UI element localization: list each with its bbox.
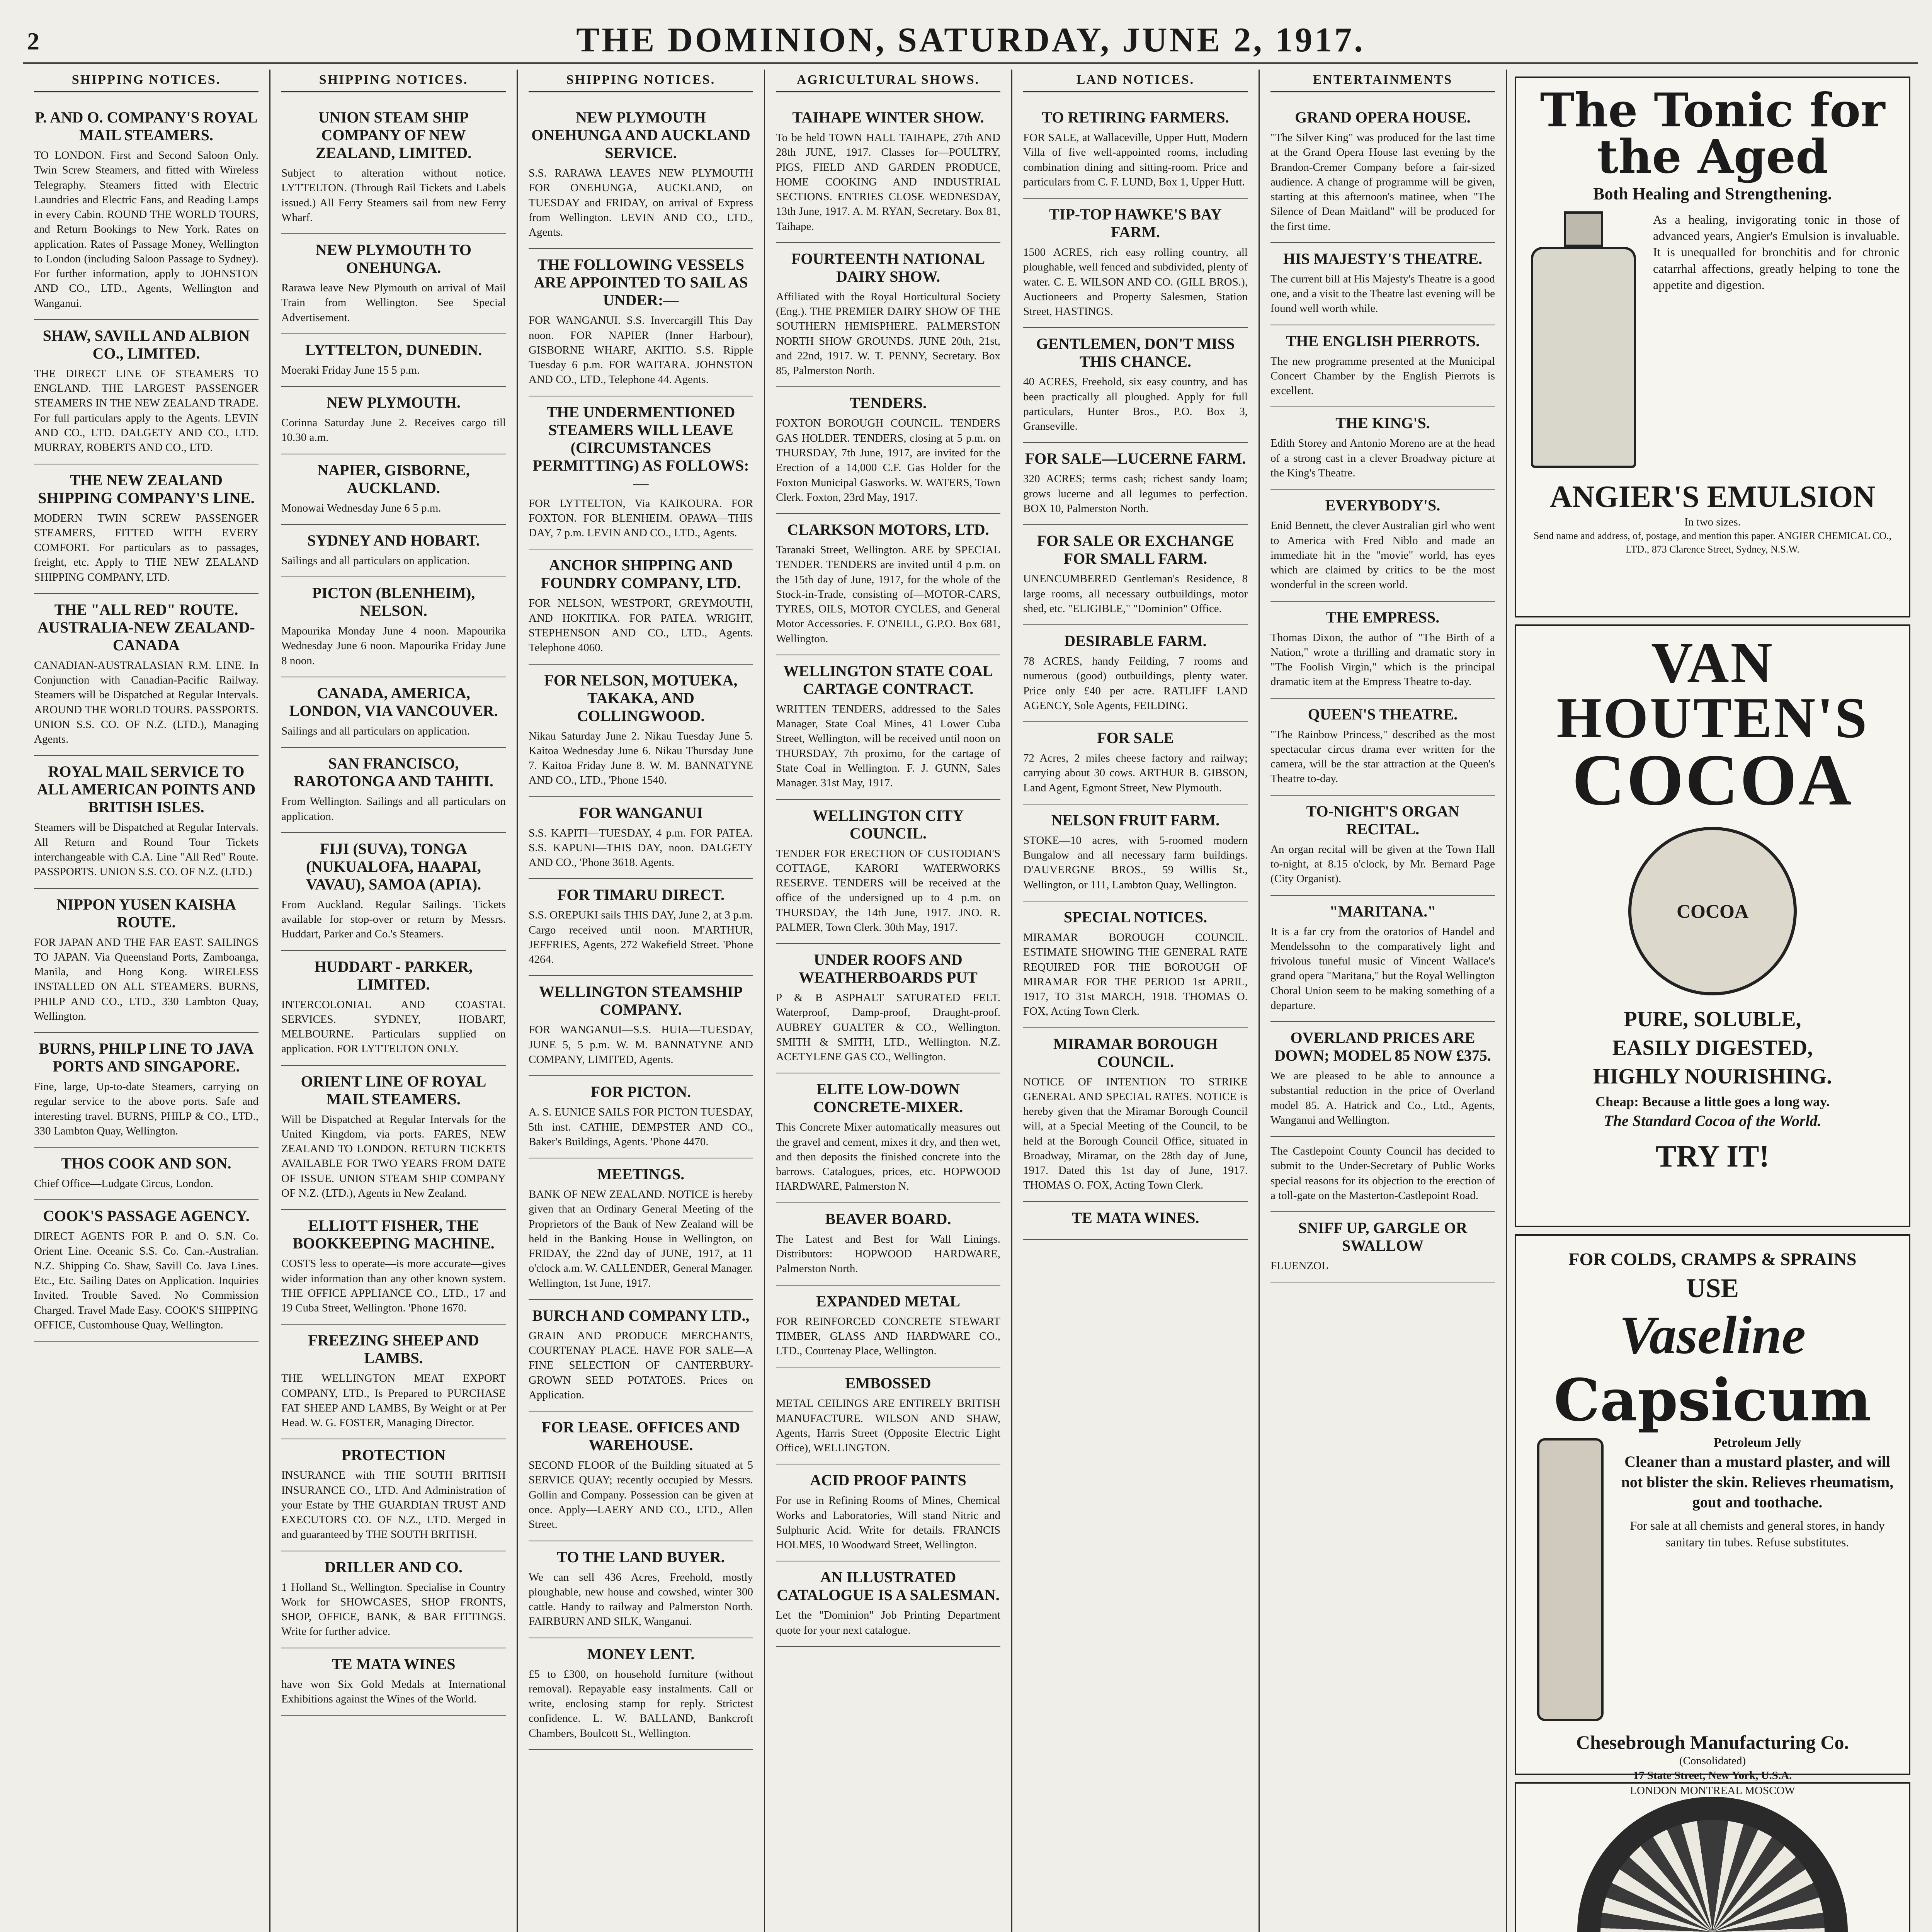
advertisement-body: We are pleased to be able to announce a substantial reduction in the price of Overland model 85. A. Hatrick and Co., Ltd., Agents, Wanganui and Wellington. [1270,1070,1495,1126]
advertisement-title: "MARITANA." [1329,902,1436,920]
advertisement [1023,901,1248,1028]
advertisement-title: EMBOSSED [845,1374,931,1392]
advertisement-body: METAL CEILINGS ARE ENTIRELY BRITISH MANUFACTURE. WILSON AND SHAW, Agents, Harris Street (Opposite Electric Light Office), WELLINGTON. [776,1397,1000,1454]
advertisement-title: THE FOLLOWING VESSELS ARE APPOINTED TO SAIL AS UNDER:— [534,256,748,309]
advertisement-body: NOTICE OF INTENTION TO STRIKE GENERAL AND SPECIAL RATES. NOTICE is hereby given that the Miramar Borough Council will, at a Special Meeting of the Council, to be held at the Borough Council Office, situated in Broadway, Miramar, on the 28th day of June, 1917. Dated this 1st day of June, 1917. THOMAS O. FOX, Acting Town Clerk. [1023,1075,1248,1192]
advertisement-title: SHAW, SAVILL AND ALBION CO., LIMITED. [43,327,250,362]
advertisement-title: ELLIOTT FISHER, THE BOOKKEEPING MACHINE. [293,1217,495,1252]
advertisement-body: 1 Holland St., Wellington. Specialise in Country Work for SHOWCASES, SHOP FRONTS, SHOP, OFFICE, BANK, & BAR FITTINGS. Write for further advice. [281,1581,506,1638]
advertisement [1270,490,1495,601]
advertisement-title: THE ENGLISH PIERROTS. [1286,332,1480,350]
advertisement-title: PROTECTION [342,1446,446,1464]
van-houten-line2: EASILY DIGESTED, [1612,1036,1813,1060]
advertisement [776,1561,1000,1647]
advertisement [1023,1028,1248,1202]
advertisement-title: THE EMPRESS. [1326,608,1440,626]
advertisement-title: TO THE LAND BUYER. [557,1548,725,1566]
advertisement-body: The current bill at His Majesty's Theatre is a good one, and a visit to the Theatre last evening will be found well worth while. [1270,272,1495,315]
advertisement-body: Subject to alteration without notice. LYTTELTON. (Through Rail Tickets and Labels issued.) All Ferry Steamers sail from new Ferry Wharf. [281,167,506,224]
advertisement-title: TE MATA WINES. [1071,1209,1199,1226]
advertisement-body: Moeraki Friday June 15 5 p.m. [281,364,420,376]
advertisement-body: have won Six Gold Medals at International Exhibitions against the Wines of the World. [281,1678,506,1706]
paper-title: THE DOMINION, SATURDAY, JUNE 2, 1917. [576,21,1365,59]
advertisement-title: ELITE LOW-DOWN CONCRETE-MIXER. [813,1080,963,1116]
advertisement-title: TENDERS. [850,394,927,412]
advertisement-title: ORIENT LINE OF ROYAL MAIL STEAMERS. [301,1072,486,1108]
advertisement-body: INTERCOLONIAL AND COASTAL SERVICES. SYDNEY, HOBART, MELBOURNE. Particulars supplied on application. FOR LYTTELTON ONLY. [281,998,506,1055]
advertisement-body: Sailings and all particulars on application. [281,724,470,737]
advertisement [281,387,506,454]
angiers-footer: Send name and address, of, postage, and mention this paper. ANGIER CHEMICAL CO., LTD., 873 Clarence Street, Sydney, N.S.W. [1533,530,1892,555]
advertisement-body: Chief Office—Ludgate Circus, London. [34,1177,214,1190]
advertisement [1270,102,1495,243]
advertisement [281,525,506,577]
advertisement [1023,1202,1248,1240]
advertisement [776,1286,1000,1368]
vaseline-capsicum-ad [1515,1234,1910,1797]
advertisement-title: EVERYBODY'S. [1325,497,1440,514]
advertisement-body: TO LONDON. First and Second Saloon Only. Twin Screw Steamers, and fitted with Wireless Telegraphy. Steamers fitted with Electric Laundries and Electric Fans, and Reading Lamps in every Cabin. ROUND THE WORLD TOURS, and Return Bookings to New York. Rates on application. Rates of Passage Money, Wellington to London (including Saloon Passage to Sydney). For further information, apply to JOHNSTON AND CO., LTD., Agents, Wellington and Wanganui. [34,149,259,310]
advertisement-body: MIRAMAR BOROUGH COUNCIL. ESTIMATE SHOWING THE GENERAL RATE REQUIRED FOR THE BOROUGH OF MIRAMAR FOR THE PERIOD 1st APRIL, 1917, TO 31st MARCH, 1918. THOMAS O. FOX, Acting Town Clerk. [1023,931,1248,1018]
advertisement-title: SNIFF UP, GARGLE OR SWALLOW [1298,1219,1468,1255]
nobby-tread-ad [1515,1782,1910,1932]
advertisement-title: FOR SALE [1097,729,1174,747]
advertisement-title: NELSON FRUIT FARM. [1051,811,1220,829]
advertisement [1023,722,1248,804]
advertisement [529,976,753,1076]
advertisement [34,1033,259,1148]
advertisement-body: From Wellington. Sailings and all particulars on application. [281,795,506,823]
advertisement-title: NEW PLYMOUTH ONEHUNGA AND AUCKLAND SERVICE. [531,109,750,162]
advertisement-title: ACID PROOF PAINTS [810,1471,966,1489]
advertisement [776,1073,1000,1203]
vaseline-maker: Chesebrough Manufacturing Co. [1576,1731,1849,1753]
advertisement [529,249,753,396]
advertisement [281,748,506,833]
advertisement-title: GRAND OPERA HOUSE. [1295,109,1471,126]
advertisement [1023,625,1248,722]
advertisement-title: EXPANDED METAL [816,1292,960,1310]
advertisement-body: BANK OF NEW ZEALAND. NOTICE is hereby given that an Ordinary General Meeting of the Proprietors of the Bank of New Zealand will be held in the Banking House in Wellington, on FRIDAY, the 22nd day of JUNE, 1917, at 11 o'clock a.m. W. CALLENDER, General Manager. Wellington, 1st June, 1917. [529,1188,753,1289]
van-houten-product: COCOA [1572,740,1853,821]
advertisement-title: THE NEW ZEALAND SHIPPING COMPANY'S LINE. [38,471,255,507]
advertisement-body: We can sell 436 Acres, Freehold, mostly ploughable, new house and cowshed, winter 300 cattle. Handy to railway and Palmerston North. FAIRBURN AND SILK, Wanganui. [529,1571,753,1628]
advertisement-body: 1500 ACRES, rich easy rolling country, all ploughable, well fenced and subdivided, plenty of water. C. E. WILSON AND CO. (GILL BROS.), Auctioneers and Property Salesmen, Station Street, HASTINGS. [1023,246,1248,318]
advertisement-body: The Latest and Best for Wall Linings. Distributors: HOPWOOD HARDWARE, Palmerston North. [776,1233,1000,1275]
advertisement-title: TIP-TOP HAWKE'S BAY FARM. [1049,206,1222,241]
advertisement-body: Fine, large, Up-to-date Steamers, carrying on regular service to the above ports. Safe and interesting travel. BURNS, PHILP & CO., LTD., 330 Lambton Quay, Wellington. [34,1080,259,1137]
advertisement-title: UNDER ROOFS AND WEATHERBOARDS PUT [799,951,978,986]
van-houten-line3: HIGHLY NOURISHING. [1593,1064,1832,1088]
advertisement [1023,525,1248,625]
advertisement-body: FOR WANGANUI—S.S. HUIA—TUESDAY, JUNE 5, 5 p.m. W. M. BANNATYNE AND COMPANY, LIMITED, Agents. [529,1024,753,1066]
vaseline-use: USE [1686,1274,1739,1303]
advertisement [1270,407,1495,490]
advertisement-body: Rarawa leave New Plymouth on arrival of Mail Train from Wellington. See Special Advertisement. [281,282,506,324]
advertisement [776,800,1000,944]
advertisement-title: P. AND O. COMPANY'S ROYAL MAIL STEAMERS. [35,109,258,144]
column-heading: LAND NOTICES. [1023,70,1248,92]
advertisement [1270,325,1495,408]
advertisement-title: THE KING'S. [1335,414,1430,432]
advertisement [34,464,259,594]
advertisement [776,102,1000,243]
tube-illustration [1537,1438,1604,1721]
advertisement [776,1367,1000,1464]
advertisement-title: FOR SALE OR EXCHANGE FOR SMALL FARM. [1037,532,1234,568]
advertisement-body: S.S. OREPUKI sails THIS DAY, June 2, at 3 p.m. Cargo received until noon. M'ARTHUR, JEFFRIES, Agents, 272 Wakefield Street. 'Phone 4264. [529,909,753,966]
advertisement [1270,796,1495,896]
vaseline-body: Cleaner than a mustard plaster, and will not blister the skin. Relieves rheumatism, gout and toothache. [1621,1452,1894,1511]
advertisement [34,1148,259,1200]
advertisement [529,879,753,976]
advertisement-body: Sailings and all particulars on application. [281,554,470,567]
advertisement-title: HIS MAJESTY'S THEATRE. [1283,250,1483,267]
advertisement-body: GRAIN AND PRODUCE MERCHANTS, COURTENAY PLACE. HAVE FOR SALE—A FINE SELECTION OF CANTERBURY-GROWN SEED POTATOES. Prices on Application. [529,1329,753,1401]
advertisement-title: FIJI (SUVA), TONGA (NUKUALOFA, HAAPAI, VAVAU), SAMOA (APIA). [306,840,481,893]
vaseline-sub: Petroleum Jelly [1713,1435,1801,1450]
advertisement [529,1300,753,1412]
advertisement-body: 72 Acres, 2 miles cheese factory and railway; carrying about 30 cows. ARTHUR B. GIBSON, Land Agent, Egmont Street, New Plymouth. [1023,752,1248,794]
advertisement [34,102,259,320]
angiers-emulsion-ad [1515,77,1910,617]
advertisement-title: WELLINGTON STATE COAL CARTAGE CONTRACT. [783,662,993,697]
vaseline-cities: LONDON MONTREAL MOSCOW [1630,1784,1795,1797]
advertisement [281,1439,506,1551]
advertisement-title: FOR WANGANUI [579,804,703,821]
column-shipping-2 [270,70,518,1932]
advertisement-body: FOR JAPAN AND THE FAR EAST. SAILINGS TO JAPAN. Via Queensland Ports, Zamboanga, Manila, and Hong Kong. WIRELESS INSTALLED ON ALL STEAMERS. BURNS, PHILP AND CO., LTD., 330 Lambton Quay, Wellington. [34,936,259,1022]
van-houten-line4: Cheap: Because a little goes a long way. [1595,1094,1830,1109]
advertisement [776,387,1000,514]
advertisement-body: The new programme presented at the Municipal Concert Chamber by the English Pierrots is excellent. [1270,355,1495,397]
advertisement-body: For use in Refining Rooms of Mines, Chemical Works and Laboratories, Will stand Nitric and Sulphuric Acid. Write for details. FRANCIS HOLMES, 10 Woodward Street, Wellington. [776,1494,1000,1551]
advertisement-title: WELLINGTON STEAMSHIP COMPANY. [539,983,743,1019]
advertisement [1270,896,1495,1022]
advertisement [776,514,1000,655]
advertisement-title: THOS COOK AND SON. [61,1155,231,1172]
advertisement-title: DRILLER AND CO. [325,1558,463,1576]
advertisement [776,1464,1000,1561]
advertisement-body: WRITTEN TENDERS, addressed to the Sales Manager, State Coal Mines, 41 Lower Cuba Street, Wellington, will be received until noon on THURSDAY, 7th proximo, for the cartage of State Coal in Wellington. F. J. GUNN, Sales Manager. 31st May, 1917. [776,702,1000,789]
advertisement-title: UNION STEAM SHIP COMPANY OF NEW ZEALAND, LIMITED. [315,109,472,162]
advertisement [529,1412,753,1541]
column-heading: SHIPPING NOTICES. [34,70,259,92]
advertisement-title: THE UNDERMENTIONED STEAMERS WILL LEAVE (CIRCUMSTANCES PERMITTING) AS FOLLOWS:— [532,403,749,492]
advertisement-title: NAPIER, GISBORNE, AUCKLAND. [317,461,470,497]
advertisement-body: £5 to £300, on household furniture (without removal). Repayable easy instalments. Call or write, enclosing stamp for reply. Strictest confidence. L. W. BALLAND, Bankcroft Chambers, Boulcott St., Wellington. [529,1668,753,1740]
advertisement-body: Will be Dispatched at Regular Intervals for the United Kingdom, via ports. FARES, NEW ZEALAND TO LONDON. RETURN TICKETS AVAILABLE FOR TWO YEARS FROM DATE OF ISSUE. UNION STEAM SHIP COMPANY OF N.Z. (LTD.), Agents in New Zealand. [281,1113,506,1199]
advertisement [281,677,506,748]
advertisement-title: OVERLAND PRICES ARE DOWN; MODEL 85 NOW £375. [1274,1029,1491,1065]
advertisement-body: P & B ASPHALT SATURATED FELT. Waterproof, Damp-proof, Draught-proof. AUBREY GUALTER & CO., Wellington. SMITH & SMITH, LTD., Wellington. N.Z. ACETYLENE GAS CO., Wellington. [776,992,1000,1063]
angiers-body: As a healing, invigorating tonic in those of advanced years, Angier's Emulsion is invaluable. It is unequalled for bronchitis and for chronic catarrhal affections, greatly helping to tone the appetite and digestion. [1653,213,1900,292]
advertisement-body: THE WELLINGTON MEAT EXPORT COMPANY, LTD., Is Prepared to PURCHASE FAT SHEEP AND LAMBS, By Weight or at Per Head. W. G. FOSTER, Managing Director. [281,1372,506,1429]
advertisement-title: LYTTELTON, DUNEDIN. [305,341,482,359]
advertisement-body: It is a far cry from the oratorios of Handel and Mendelssohn to the comparatively light and frivolous tuneful music of Vincent Wallace's grand opera "Maritana," but the Royal Wellington Choral Union seem to be making something of a departure. [1270,925,1495,1012]
advertisement-title: NEW PLYMOUTH TO ONEHUNGA. [315,241,472,277]
tin-label: COCOA [1676,900,1749,922]
advertisement-title: COOK'S PASSAGE AGENCY. [43,1207,250,1225]
tire-illustration [1577,1797,1848,1932]
advertisement-body: FOR LYTTELTON, Via KAIKOURA. FOR FOXTON. FOR BLENHEIM. OPAWA—THIS DAY, 7 p.m. LEVIN AND CO., LTD., Agents. [529,497,753,539]
advertisement-title: CANADA, AMERICA, LONDON, VIA VANCOUVER. [289,684,498,719]
advertisement-body: From Auckland. Regular Sailings. Tickets available for stop-over or return by Messrs. Huddart, Parker and Co.'s Steamers. [281,898,506,940]
advertisement-body: THE DIRECT LINE OF STEAMERS TO ENGLAND. THE LARGEST PASSENGER STEAMERS IN THE NEW ZEALAND TRADE. For full particulars apply to the Agents. LEVIN AND CO., LTD. DALGETY AND CO., LTD. MURRAY, ROBERTS AND CO., LTD. [34,367,259,454]
advertisement [281,1551,506,1648]
advertisement [34,320,259,464]
advertisement [529,1158,753,1300]
advertisement-body: Steamers will be Dispatched at Regular Intervals. All Return and Round Tour Tickets interchangeable with C.A. Line "All Red" Route. PASSPORTS. UNION S.S. CO. OF N.Z. (LTD.) [34,821,259,878]
advertisement-title: FOURTEENTH NATIONAL DAIRY SHOW. [791,250,985,285]
advertisement-body: Affiliated with the Royal Horticultural Society (Eng.). THE PREMIER DAIRY SHOW OF THE SOUTHERN HEMISPHERE. PALMERSTON NORTH SHOW GROUNDS. JUNE 20th, 21st, and 22nd, 1917. W. T. PENNY, Secretary. Box 85, Palmerston North. [776,290,1000,377]
advertisement [281,1325,506,1439]
advertisement [34,756,259,888]
advertisement-title: BURCH AND COMPANY LTD., [532,1306,750,1324]
advertisement [281,577,506,677]
column-heading: SHIPPING NOTICES. [529,70,753,92]
advertisement-body: The Castlepoint County Council has decided to submit to the Under-Secretary of Public Works special reasons for its objection to the erection of a toll-gate on the Masterton-Castlepoint Road. [1270,1145,1495,1202]
advertisement [1270,243,1495,325]
van-houten-cta: TRY IT! [1655,1139,1770,1173]
advertisement-body: Mapourika Monday June 4 noon. Mapourika Wednesday June 6 noon. Mapourika Friday June 8 noon. [281,625,506,667]
advertisement-body: Monowai Wednesday June 6 5 p.m. [281,502,441,514]
advertisement [529,396,753,550]
advertisement [281,1648,506,1716]
vaseline-top: FOR COLDS, CRAMPS & SPRAINS [1568,1249,1857,1269]
advertisement-body: TENDER FOR ERECTION OF CUSTODIAN'S COTTAGE, KARORI WATERWORKS RESERVE. TENDERS will be received at the office of the undersigned up to 4 p.m. on THURSDAY, the 14th June, 1917. JNO. R. PALMER, Town Clerk. 30th May, 1917. [776,847,1000,934]
advertisement-body: 40 ACRES, Freehold, six easy country, and has been practically all ploughed. Apply for full particulars, Hunter Bros., P.O. Box 3, Granseville. [1023,376,1248,433]
advertisement-title: FOR TIMARU DIRECT. [557,886,724,904]
advertisement-title: HUDDART - PARKER, LIMITED. [314,957,473,993]
advertisement [281,1066,506,1210]
advertisement-body: FOR NELSON, WESTPORT, GREYMOUTH, AND HOKITIKA. FOR PATEA. WRIGHT, STEPHENSON AND CO., LTD., Agents. Telephone 4060. [529,597,753,654]
advertisement-body: "The Silver King" was produced for the last time at the Grand Opera House last evening by the Brandon-Cremer Company before a fair-sized audience. A change of programme will be given, starting at this afternoon's matinee, when "The Silence of Dean Maitland" will be produced for the first time. [1270,131,1495,233]
vaseline-body2: For sale at all chemists and general stores, in handy sanitary tin tubes. Refuse substitutes. [1630,1519,1885,1549]
advertisement-body: DIRECT AGENTS FOR P. and O. S.N. Co. Orient Line. Oceanic S.S. Co. Can.-Australian. N.Z. Shipping Co. Shaw, Savill Co. Java Lines. Etc., Etc. Sailing Dates on Application. Inquiries Invited. Trouble Saved. No Commission Charged. Travel Made Easy. COOK'S SHIPPING OFFICE, Customhouse Quay, Wellington. [34,1230,259,1332]
advertisement [1270,1022,1495,1137]
advertisement [1270,1212,1495,1282]
advertisement-title: FOR LEASE. OFFICES AND WAREHOUSE. [541,1418,740,1454]
column-display-ads [1507,70,1918,1932]
advertisement-title: PICTON (BLENHEIM), NELSON. [312,584,475,620]
angiers-sizes: In two sizes. [1684,516,1741,528]
advertisement-title: TO-NIGHT'S ORGAN RECITAL. [1306,802,1459,838]
advertisement [529,665,753,797]
advertisement-title: QUEEN'S THEATRE. [1308,705,1458,723]
angiers-headline: The Tonic for the Aged [1540,83,1885,184]
advertisement-body: 78 ACRES, handy Feilding, 7 rooms and numerous (good) outbuildings, plenty water. Price only £40 per acre. RATLIFF LAND AGENCY, Sole Agents, FEILDING. [1023,655,1248,712]
advertisement [34,889,259,1033]
column-heading: ENTERTAINMENTS [1270,70,1495,92]
advertisement-title: CLARKSON MOTORS, LTD. [787,521,989,539]
advertisement [1023,102,1248,199]
advertisement-title: SAN FRANCISCO, RAROTONGA AND TAHITI. [294,755,493,790]
advertisement-title: NIPPON YUSEN KAISHA ROUTE. [56,895,236,931]
advertisement [776,243,1000,388]
advertisement-title: SPECIAL NOTICES. [1063,908,1208,926]
advertisement [1023,328,1248,443]
advertisement-title: FOR SALE—LUCERNE FARM. [1025,450,1246,468]
advertisement-body: UNENCUMBERED Gentleman's Residence, 8 large rooms, all necessary outbuildings, motor shed, etc. "ELIGIBLE," "Dominion" Office. [1023,573,1248,615]
advertisement-body: An organ recital will be given at the Town Hall to-night, at 8.15 o'clock, by Mr. Bernard Page (City Organist). [1270,843,1495,885]
advertisement-body: FOR SALE, at Wallaceville, Upper Hutt, Modern Villa of five well-appointed rooms, including combination dining and sitting-room. Price and particulars from C. F. LUND, Box 1, Upper Hutt. [1023,131,1248,188]
advertisement-body: COSTS less to operate—is more accurate—gives wider information than any other known system. THE OFFICE APPLIANCE CO., LTD., 17 and 19 Cuba Street, Wellington. 'Phone 1670. [281,1257,506,1315]
advertisement-title: WELLINGTON CITY COUNCIL. [812,806,964,842]
advertisement [1270,699,1495,796]
advertisement [776,1203,1000,1286]
advertisement-title: FOR PICTON. [590,1083,691,1101]
advertisement-title: MONEY LENT. [587,1645,695,1663]
advertisement-body: A. S. EUNICE SAILS FOR PICTON TUESDAY, 5th inst. CATHIE, DEMPSTER AND CO., Baker's Buildings, Agents. 'Phone 4470. [529,1106,753,1148]
column-agricultural-shows [765,70,1012,1932]
advertisement-body: S.S. KAPITI—TUESDAY, 4 p.m. FOR PATEA. S.S. KAPUNI—THIS DAY, noon. DALGETY AND CO., 'Phone 3618. Agents. [529,827,753,869]
advertisement-body: SECOND FLOOR of the Building situated at 5 SERVICE QUAY; recently occupied by Messrs. Gollin and Company. Possession can be given at once. Apply—LAERY AND CO., LTD., Allen Street. [529,1459,753,1531]
advertisement [1023,199,1248,328]
advertisement-body: This Concrete Mixer automatically measures out the gravel and cement, mixes it dry, and then wet, and then deposits the finished concrete into the barrows. Catalogues, prices, etc. HOPWOOD HARDWARE, Palmerston N. [776,1121,1000,1193]
advertisement-title: ROYAL MAIL SERVICE TO ALL AMERICAN POINTS AND BRITISH ISLES. [37,763,256,816]
masthead [23,15,1918,64]
advertisement-title: SYDNEY AND HOBART. [307,531,480,549]
advertisement-body: CANADIAN-AUSTRALASIAN R.M. LINE. In Conjunction with Canadian-Pacific Railway. Steamers will be Dispatched at Regular Intervals. AROUND THE WORLD TOURS. PASSPORTS. UNION S.S. CO. OF N.Z. (LTD.), Managing Agents. [34,659,259,746]
advertisement [281,454,506,525]
advertisement-body: To be held TOWN HALL TAIHAPE, 27th AND 28th JUNE, 1917. Classes for—POULTRY, PIGS, FIELD AND GARDEN PRODUCE, HOME COOKING AND INDUSTRIAL SECTIONS. ENTRIES CLOSE WEDNESDAY, 13th June, 1917. A. M. RYAN, Secretary. Box 81, Taihape. [776,131,1000,233]
advertisement [529,1076,753,1158]
advertisement [529,1541,753,1638]
bottle-illustration [1526,211,1641,468]
advertisement [529,1638,753,1750]
van-houten-line1: PURE, SOLUBLE, [1624,1007,1801,1031]
advertisement-title: THE "ALL RED" ROUTE. AUSTRALIA-NEW ZEALAND-CANADA [37,600,255,654]
column-heading: AGRICULTURAL SHOWS. [776,70,1000,92]
advertisement-body: Nikau Saturday June 2. Nikau Tuesday June 5. Kaitoa Wednesday June 6. Nikau Thursday June 7. Kaitoa Friday June 8. W. M. BANNATYNE AND CO., LTD., 'Phone 1540. [529,730,753,787]
advertisement-title: TAIHAPE WINTER SHOW. [792,109,984,126]
advertisement-body: Taranaki Street, Wellington. ARE by SPECIAL TENDER. TENDERS are invited until 4 p.m. on the 15th day of June, 1917, for the whole of the Stock-in-Trade, consisting of—MOTOR-CARS, TYRES, OILS, MOTOR CYCLES, and General Motor Accessories. F. O'NEILL, G.P.O. Box 681, Wellington. [776,544,1000,645]
advertisement-body: S.S. RARAWA LEAVES NEW PLYMOUTH FOR ONEHUNGA, AUCKLAND, on TUESDAY and FRIDAY, on arrival of Express from Wellington. LEVIN AND CO., LTD., Agents. [529,167,753,239]
column-land-notices [1012,70,1260,1932]
advertisement-title: MIRAMAR BOROUGH COUNCIL. [1053,1035,1218,1070]
advertisement-title: TE MATA WINES [332,1655,456,1673]
advertisement-title: ANCHOR SHIPPING AND FOUNDRY COMPANY, LTD. [541,556,741,592]
advertisement [776,944,1000,1073]
column-entertainments [1260,70,1507,1932]
advertisement [529,102,753,249]
advertisement-body: Corinna Saturday June 2. Receives cargo till 10.30 a.m. [281,417,506,444]
advertisement-title: NEW PLYMOUTH. [327,394,461,412]
advertisement-title: FREEZING SHEEP AND LAMBS. [308,1332,479,1367]
advertisement-body: FOXTON BOROUGH COUNCIL. TENDERS GAS HOLDER. TENDERS, closing at 5 p.m. on THURSDAY, 7th June, 1917, are invited for the Erection of a 14,000 C.F. Gas Holder for the Foxton Municipal Gasworks. W. WATERS, Town Clerk. Foxton, 23rd May, 1917. [776,417,1000,503]
advertisement-body: INSURANCE with THE SOUTH BRITISH INSURANCE CO., LTD. And Administration of your Estate by THE GUARDIAN TRUST AND EXECUTORS CO. OF N.Z., LTD. Merged in and guaranteed by THE SOUTH BRITISH. [281,1469,506,1541]
van-houten-cocoa-ad [1515,624,1910,1227]
advertisement-body: FOR REINFORCED CONCRETE STEWART TIMBER, GLASS AND HARDWARE CO., LTD., Courtenay Place, Wellington. [776,1315,1000,1357]
advertisement-title: BURNS, PHILP LINE TO JAVA PORTS AND SINGAPORE. [39,1040,254,1075]
advertisement-title: FOR NELSON, MOTUEKA, TAKAKA, AND COLLINGWOOD. [544,671,738,724]
vaseline-product: Capsicum [1554,1366,1871,1434]
advertisement [529,797,753,879]
advertisement-body: Enid Bennett, the clever Australian girl who went to America with Fred Niblo and made an immediate hit in the "movie" world, has eyes which are claimed by critics to be the most wonderful in the screen world. [1270,519,1495,591]
advertisement [1023,443,1248,525]
advertisement [34,594,259,756]
advertisement-body: Let the "Dominion" Job Printing Department quote for your next catalogue. [776,1609,1000,1636]
advertisement [1270,602,1495,699]
advertisement-body: FOR WANGANUI. S.S. Invercargill This Day noon. FOR NAPIER (Inner Harbour), GISBORNE WHARF, AKITIO. S.S. Ripple Tuesday 6 p.m. FOR WAITARA. JOHNSTON AND CO., LTD., Telephone 44. Agents. [529,314,753,386]
advertisement [776,655,1000,800]
vaseline-maker-sub: (Consolidated) [1679,1755,1746,1767]
advertisement [1023,804,1248,901]
column-shipping-3 [518,70,765,1932]
advertisement-title: BEAVER BOARD. [825,1210,951,1228]
page-number: 2 [27,27,39,55]
advertisement [281,234,506,334]
advertisement-title: TO RETIRING FARMERS. [1042,109,1229,126]
advertisement [281,833,506,951]
advertisement-title: GENTLEMEN, DON'T MISS THIS CHANCE. [1036,335,1235,371]
advertisement-body: "The Rainbow Princess," described as the most spectacular circus drama ever written for the camera, will be the star attraction at the Queen's Theatre to-day. [1270,728,1495,785]
advertisement [281,102,506,234]
van-houten-brand: VAN HOUTEN'S [1556,631,1869,750]
column-heading: SHIPPING NOTICES. [281,70,506,92]
advertisement [281,951,506,1066]
advertisement-title: MEETINGS. [597,1165,685,1183]
advertisement-body: MODERN TWIN SCREW PASSENGER STEAMERS, FITTED WITH EVERY COMFORT. For particulars as to passages, freight, etc. Apply to THE NEW ZEALAND SHIPPING COMPANY, LTD. [34,512,259,583]
advertisement-body: FLUENZOL [1270,1260,1328,1272]
van-houten-line5: The Standard Cocoa of the World. [1604,1112,1821,1130]
advertisement [281,334,506,387]
vaseline-address: 17 State Street, New York, U.S.A. [1633,1769,1792,1782]
column-shipping-1 [23,70,270,1932]
advertisement-title: DESIRABLE FARM. [1064,632,1207,650]
advertisement [1270,1137,1495,1212]
advertisement-body: Edith Storey and Antonio Moreno are at the head of a strong cast in a clever Broadway picture at the King's Theatre. [1270,437,1495,479]
advertisement-body: Thomas Dixon, the author of "The Birth of a Nation," wrote a thrilling and dramatic story in "The Foolish Virgin," which is the principal dramatic item at the Empress Theatre to-day. [1270,631,1495,688]
angiers-brand: ANGIER'S EMULSION [1549,480,1876,514]
angiers-tagline: Both Healing and Strengthening. [1593,184,1832,203]
advertisement [34,1200,259,1342]
advertisement-body: 320 ACRES; terms cash; richest sandy loam; grows lucerne and all legumes to perfection. BOX 10, Palmerston North. [1023,473,1248,515]
advertisement [281,1210,506,1325]
vaseline-brand: Vaseline [1619,1305,1806,1365]
advertisement-title: AN ILLUSTRATED CATALOGUE IS A SALESMAN. [777,1568,1000,1604]
advertisement [529,549,753,664]
cocoa-tin-illustration [1628,827,1797,995]
advertisement-body: STOKE—10 acres, with 5-roomed modern Bungalow and all necessary farm buildings. D'AUVERGNE BROS., 59 Willis St., Wellington, or 111, Lambton Quay, Wellington. [1023,834,1248,891]
